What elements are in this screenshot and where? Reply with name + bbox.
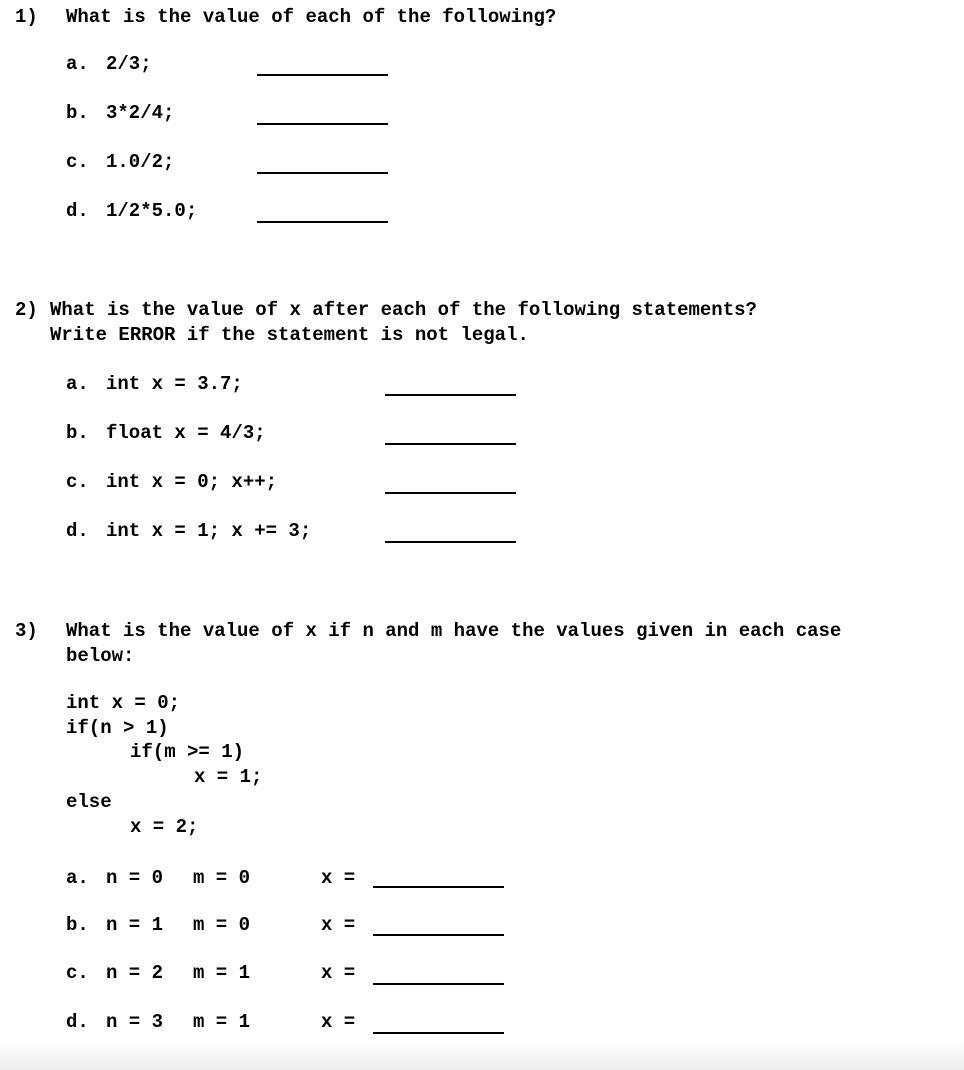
q1-item-b-expr: 3*2/4; (106, 102, 175, 124)
q3-item-d-n: n = 3 (106, 1011, 164, 1033)
q3-item-c-m: m = 1 (193, 962, 251, 984)
code-line: x = 1; (194, 766, 263, 788)
q3-item-d-x: x = (321, 1011, 356, 1033)
q2-item-a-label: a. (66, 373, 89, 395)
q2-item-b-label: b. (66, 422, 89, 444)
q1-number: 1) (15, 6, 38, 28)
q2-item-d-answer-blank[interactable] (385, 541, 516, 543)
q3-item-b-n: n = 1 (106, 914, 164, 936)
q2-item-c-stmt: int x = 0; x++; (106, 471, 278, 493)
q3-number: 3) (15, 620, 38, 642)
q3-item-a-answer-blank[interactable] (373, 886, 504, 888)
q1-question: What is the value of each of the following? (66, 6, 557, 28)
q3-item-a-label: a. (66, 867, 89, 889)
q3-item-d-label: d. (66, 1011, 89, 1033)
q3-question-line1: What is the value of x if n and m have the values given in each case (66, 620, 842, 642)
q1-item-b-label: b. (66, 102, 89, 124)
q1-item-d-expr: 1/2*5.0; (106, 200, 198, 222)
code-line: else (66, 791, 112, 813)
q3-item-a-x: x = (321, 867, 356, 889)
q3-item-b-m: m = 0 (193, 914, 251, 936)
q3-item-b-x: x = (321, 914, 356, 936)
code-line: x = 2; (130, 816, 199, 838)
q2-item-d-stmt: int x = 1; x += 3; (106, 520, 312, 542)
q3-item-a-m: m = 0 (193, 867, 251, 889)
q2-number: 2) (15, 299, 38, 321)
q3-item-c-n: n = 2 (106, 962, 164, 984)
q1-item-d-label: d. (66, 200, 89, 222)
q1-item-a-label: a. (66, 53, 89, 75)
q3-item-b-label: b. (66, 914, 89, 936)
q3-item-c-x: x = (321, 962, 356, 984)
q1-item-c-answer-blank[interactable] (257, 172, 388, 174)
q1-item-a-expr: 2/3; (106, 53, 152, 75)
q3-item-a-n: n = 0 (106, 867, 164, 889)
code-line: int x = 0; (66, 692, 181, 714)
code-line: if(m >= 1) (130, 741, 245, 763)
q2-item-c-label: c. (66, 471, 89, 493)
q1-item-c-label: c. (66, 151, 89, 173)
q2-item-a-answer-blank[interactable] (385, 394, 516, 396)
page-bottom-shadow (0, 1040, 964, 1070)
q1-item-d-answer-blank[interactable] (257, 221, 388, 223)
q3-item-c-label: c. (66, 962, 89, 984)
q1-item-a-answer-blank[interactable] (257, 74, 388, 76)
q3-item-d-m: m = 1 (193, 1011, 251, 1033)
q2-question-line1: What is the value of x after each of the following statements? (50, 299, 757, 321)
q2-item-d-label: d. (66, 520, 89, 542)
q3-item-c-answer-blank[interactable] (373, 983, 504, 985)
q3-item-d-answer-blank[interactable] (373, 1032, 504, 1034)
code-line: if(n > 1) (66, 717, 169, 739)
q2-item-b-stmt: float x = 4/3; (106, 422, 266, 444)
q1-item-b-answer-blank[interactable] (257, 123, 388, 125)
q2-item-b-answer-blank[interactable] (385, 443, 516, 445)
q1-item-c-expr: 1.0/2; (106, 151, 175, 173)
q3-item-b-answer-blank[interactable] (373, 934, 504, 936)
q2-item-a-stmt: int x = 3.7; (106, 373, 243, 395)
q2-question-line2: Write ERROR if the statement is not legal. (50, 324, 529, 346)
q2-item-c-answer-blank[interactable] (385, 492, 516, 494)
q3-question-line2: below: (66, 645, 135, 667)
